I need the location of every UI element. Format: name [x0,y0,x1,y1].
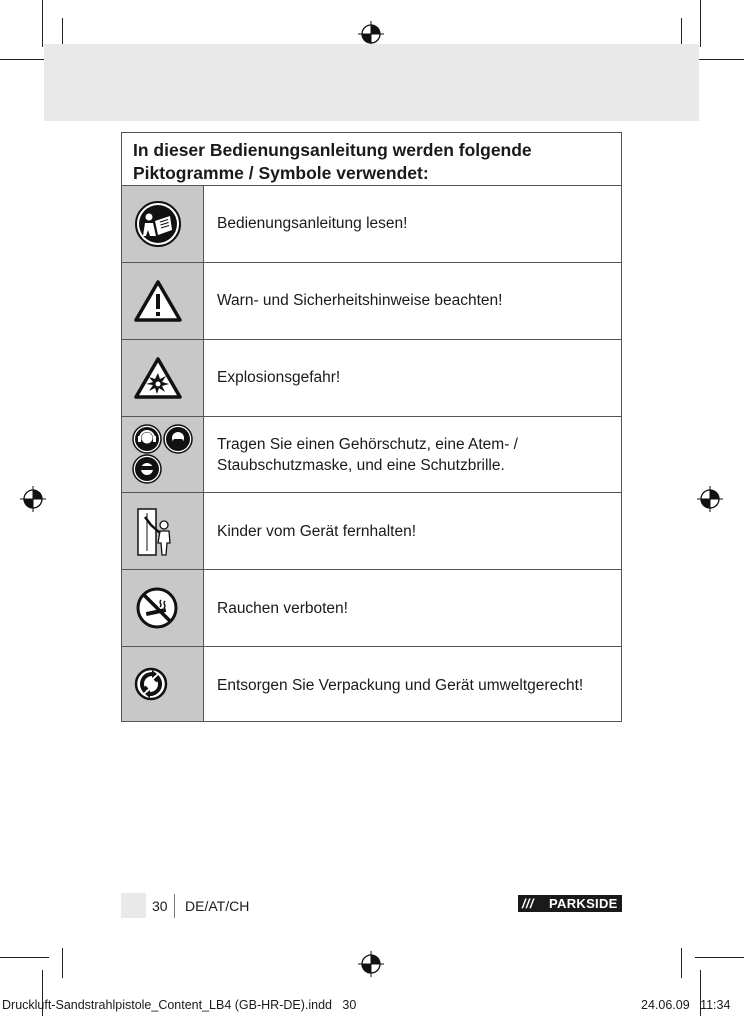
page-number: 30 [152,898,168,914]
table-heading: In dieser Bedienungsanleitung werden folgende Piktogramme / Symbole verwendet: [122,133,621,186]
registration-mark-icon [358,951,384,977]
table-row [122,493,621,570]
table-row [122,570,621,647]
no-smoking-icon [135,586,179,630]
row-text: Rauchen verboten! [217,600,348,617]
crop-mark [700,0,701,47]
read-manual-icon [134,200,182,248]
print-file-info: Druckluft-Sandstrahlpistole_Content_LB4 (GB-HR-DE).indd 30 [2,998,357,1012]
row-text: Entsorgen Sie Verpackung und Gerät umweltgerecht! [217,677,584,694]
warning-triangle-icon [133,279,183,323]
table-row [122,340,621,417]
crop-mark [0,59,49,60]
row-text: Kinder vom Gerät fernhalten! [217,523,417,540]
icon-cell [122,263,204,339]
crop-mark [695,957,744,958]
crop-mark [0,957,49,958]
row-text: Warn- und Sicherheitshinweise beachten! [217,292,503,309]
header-band [44,44,699,121]
icon-cell [122,570,204,646]
protective-equipment-icon [131,423,197,485]
table-row [122,647,621,721]
divider [174,894,175,918]
print-date-info: 24.06.09 11:34 [641,998,731,1012]
registration-mark-icon [697,486,723,512]
table-row [122,417,621,493]
brand-slashes: /// [522,896,534,911]
table-row [122,263,621,340]
table-row [122,186,621,263]
explosion-hazard-icon [133,356,183,400]
row-text: Tragen Sie einen Gehörschutz, eine Atem- / Staubschutzmaske, und eine Schutzbrille. [217,436,518,474]
crop-mark [62,948,63,978]
crop-mark [681,948,682,978]
icon-cell [122,493,204,569]
icon-cell [122,417,204,492]
brand-name: PARKSIDE [549,896,618,911]
crop-mark [42,0,43,47]
registration-mark-icon [20,486,46,512]
row-text: Bedienungsanleitung lesen! [217,215,408,232]
region-label: DE/AT/CH [185,898,250,914]
crop-mark [695,59,744,60]
recycle-icon [133,666,169,702]
row-text: Explosionsgefahr! [217,369,341,386]
pictogram-table [121,132,622,722]
keep-children-away-icon [135,503,175,559]
icon-cell [122,186,204,262]
icon-cell [122,647,204,721]
page-number-box [121,893,146,918]
brand-logo [518,895,622,912]
icon-cell [122,340,204,416]
